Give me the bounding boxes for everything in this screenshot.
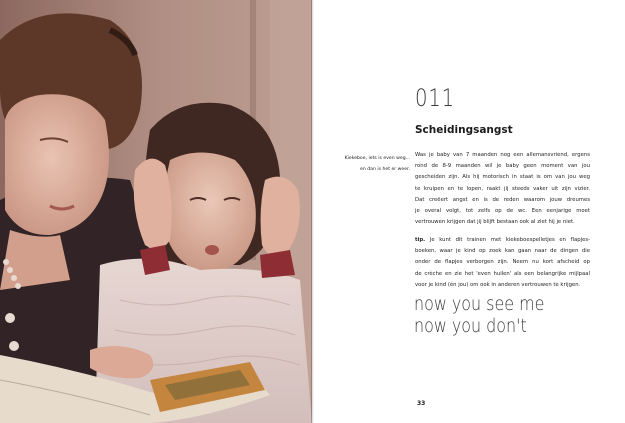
- paragraph-line: Was je baby van 7 maanden nog een allemansvriend, ergens: [415, 152, 590, 158]
- paragraph-intro: [415, 150, 590, 228]
- paragraph-line: boeken, waar je kind op zoek kan gaan naar de dingen die: [415, 248, 590, 255]
- paragraph-line: je overal volgt, tot zelfs op de wc. Een eenjarige moet: [415, 208, 590, 215]
- page-number: 33: [417, 400, 426, 407]
- margin-note: [300, 153, 410, 175]
- chapter-title: Scheidingsangst: [415, 124, 513, 136]
- paragraph-line: rond de 8-9 maanden wil je baby geen moment van jou: [415, 163, 590, 170]
- margin-note-line: en dan is het er weer.: [360, 167, 410, 172]
- tip-text: Je kunt dit trainen met kiekeboespelletjes en flapjes-: [425, 237, 590, 243]
- text-page: [314, 0, 625, 423]
- margin-note-line: Kiekeboe, iets is even weg...: [344, 156, 410, 161]
- tagline-line: now you don't: [414, 316, 527, 337]
- photo-mother-and-child: [0, 0, 312, 423]
- paragraph-line: gescheiden zijn. Als hij motorisch in staat is om van jou weg: [415, 174, 590, 181]
- photo-illustration: [0, 0, 312, 423]
- paragraph-line: voor je kind (én jou) om ook in anderen vertrouwen te krijgen.: [415, 281, 581, 288]
- tip-label: tip.: [415, 237, 426, 243]
- tagline-line: now you see me: [414, 294, 545, 315]
- paragraph-tip: [415, 235, 590, 291]
- paragraph-line: vertrouwen krijgen dat jij blijft bestaan ook al ziet hij je niet.: [415, 219, 575, 226]
- paragraph-line: onder de flapjes verborgen zijn. Neem nu kort afscheid op: [415, 259, 590, 266]
- paragraph-line: te kruipen en te lopen, raakt jij steeds vaker uit zijn vizier.: [415, 185, 590, 192]
- paragraph-line: Dat creëert angst en is de reden waarom jouw dreumes: [415, 196, 590, 203]
- paragraph-line: [415, 235, 590, 246]
- paragraph-line: de crèche en zie het 'even huilen' als een belangrijke mijlpaal: [415, 270, 590, 277]
- chapter-number: 011: [415, 84, 456, 112]
- tagline: [414, 294, 544, 338]
